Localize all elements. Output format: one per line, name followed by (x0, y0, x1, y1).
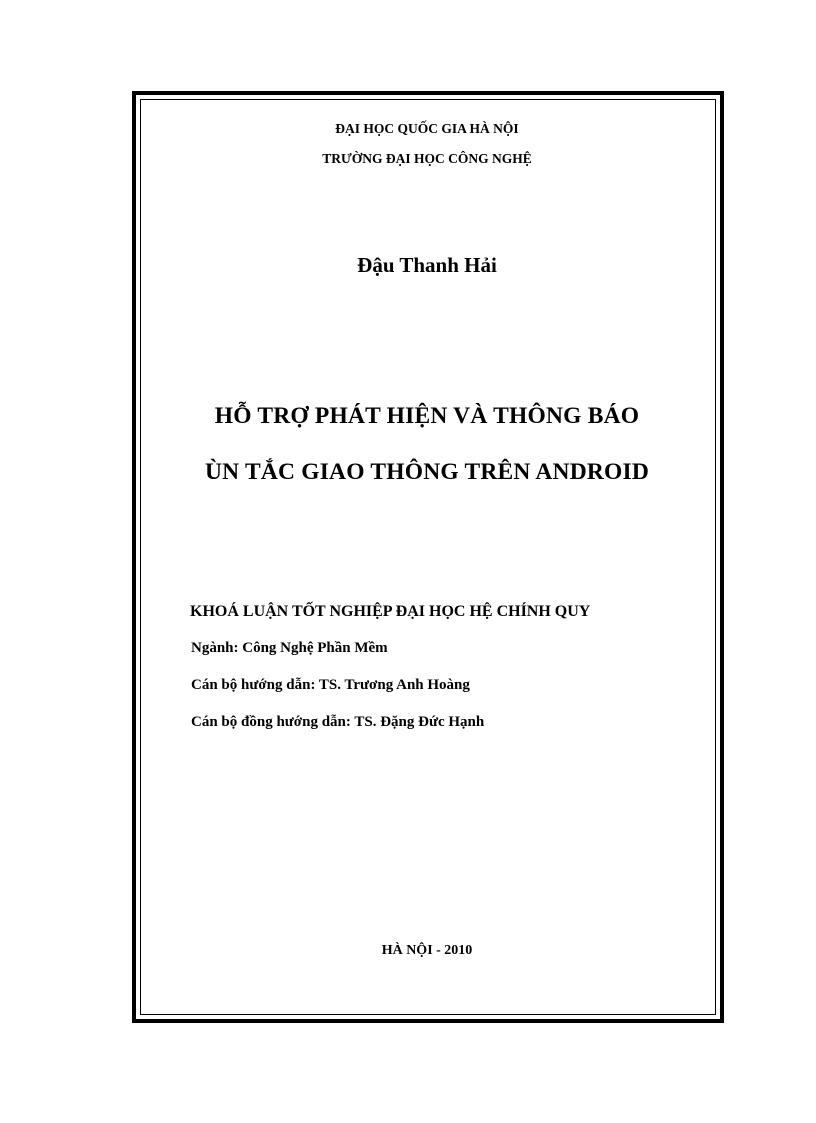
school-name: TRƯỜNG ĐẠI HỌC CÔNG NGHỆ (322, 151, 532, 166)
thesis-title-line-2: ÙN TẮC GIAO THÔNG TRÊN ANDROID (204, 459, 650, 485)
university-name: ĐẠI HỌC QUỐC GIA HÀ NỘI (335, 121, 519, 136)
author-name: Đậu Thanh Hải (357, 253, 497, 277)
supervisor: Cán bộ hướng dẫn: TS. Trương Anh Hoàng (191, 677, 470, 693)
place-and-year: HÀ NỘI - 2010 (381, 943, 473, 958)
major: Ngành: Công Nghệ Phần Mềm (191, 640, 388, 656)
degree-type: KHOÁ LUẬN TỐT NGHIỆP ĐẠI HỌC HỆ CHÍNH QUY (190, 603, 591, 620)
co-supervisor: Cán bộ đồng hướng dẫn: TS. Đặng Đức Hạnh (191, 714, 485, 730)
page-border-inner (140, 99, 716, 1015)
thesis-title-line-1: HỖ TRỢ PHÁT HIỆN VÀ THÔNG BÁO (214, 403, 640, 429)
